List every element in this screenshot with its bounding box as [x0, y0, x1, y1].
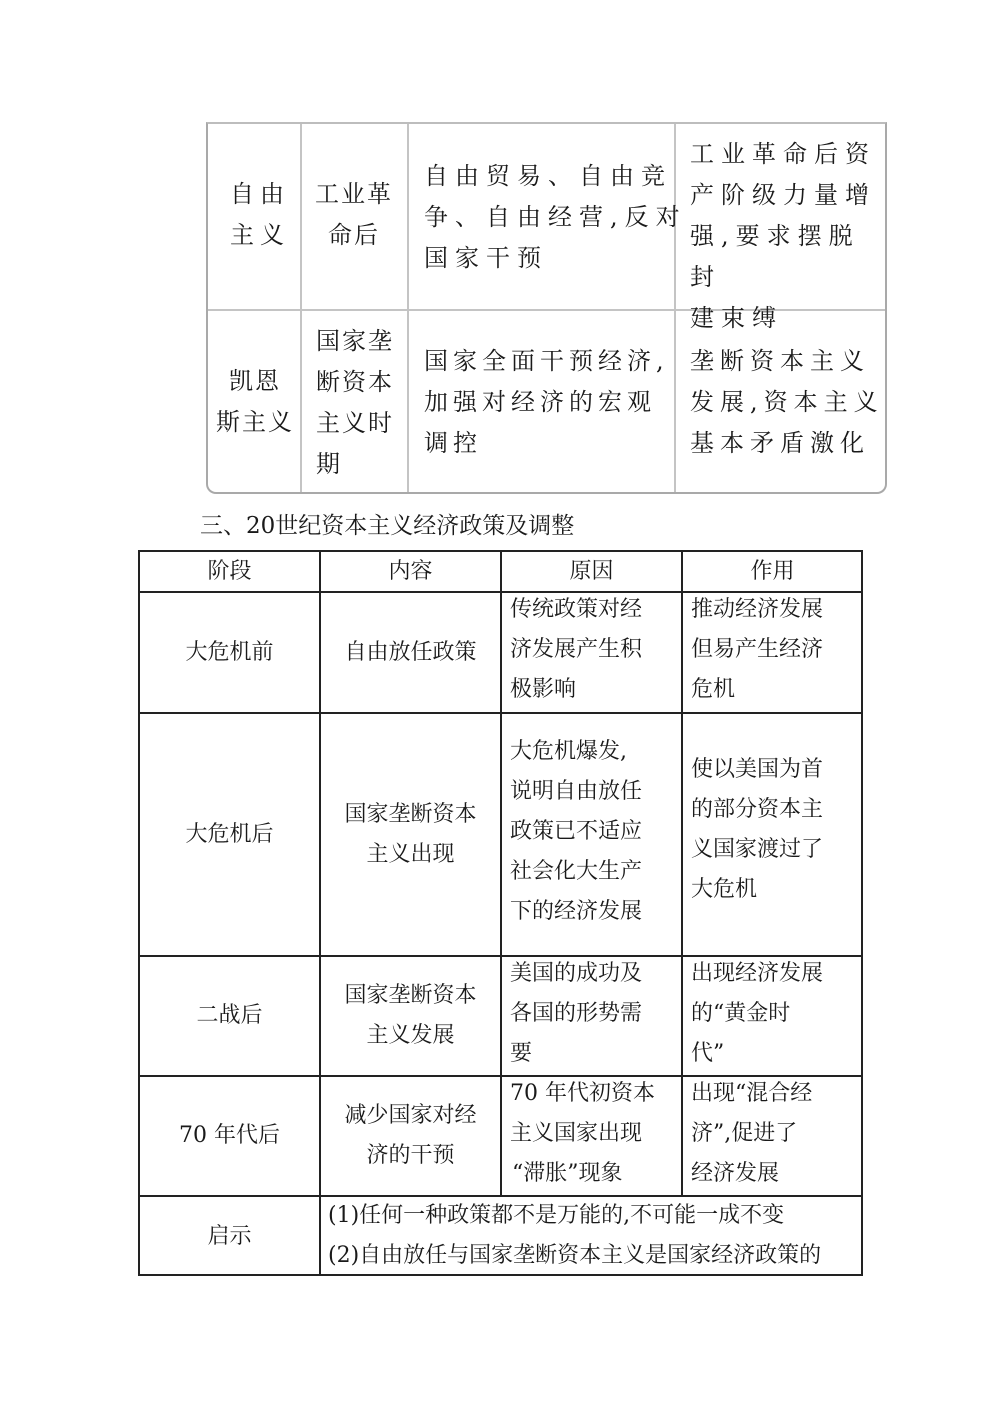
text-line: 减少国家对经 [344, 1103, 477, 1128]
stage-label: 大危机后 [185, 821, 274, 847]
row4-reason [510, 1074, 655, 1194]
upper-row1-content [424, 156, 687, 279]
row4-content [321, 1077, 500, 1195]
text-line: 加强对经济的宏观 [424, 388, 656, 416]
row3-reason [510, 954, 642, 1074]
text-line: 争、自由经营,反对 [424, 203, 687, 231]
header-label: 原因 [569, 558, 614, 584]
text-line: 出现经济发展 [691, 961, 824, 986]
row2-reason [510, 732, 642, 932]
text-line: 主义时 [316, 409, 394, 437]
header-label: 内容 [388, 558, 433, 584]
insight-content [328, 1196, 821, 1276]
text-line: (2)自由放任与国家垄断资本主义是国家经济政策的 [328, 1243, 822, 1268]
row1-reason [510, 590, 642, 710]
row1-content [321, 593, 500, 712]
text-line: 国家垄 [316, 327, 394, 355]
text-line: 危机 [691, 677, 736, 702]
header-label: 阶段 [207, 558, 252, 584]
upper-row1-name [230, 174, 290, 256]
column-divider [407, 124, 409, 492]
insight-label [140, 1197, 319, 1276]
row4-stage [140, 1077, 319, 1195]
text-line: 70 年代初资本 [510, 1081, 655, 1106]
text-line: 的“黄金时 [691, 1001, 791, 1026]
text-line: 传统政策对经 [510, 597, 643, 622]
text-line: 产阶级力量增 [690, 181, 876, 209]
text-line: 社会化大生产 [510, 859, 643, 884]
text-line: 义国家渡过了 [691, 837, 824, 862]
text-line: 国家垄断资本 [344, 983, 477, 1008]
insight-label-text: 启示 [207, 1223, 252, 1249]
text-line: 自由 [230, 180, 290, 208]
row3-content [321, 957, 500, 1075]
stage-label: 二战后 [196, 1003, 263, 1028]
text-line: 代” [691, 1041, 725, 1066]
text-line: (1)任何一种政策都不是万能的,不可能一成不变 [328, 1203, 785, 1228]
text-line: 主义发展 [366, 1023, 455, 1048]
upper-table [206, 122, 887, 494]
text-line: 主义国家出现 [510, 1121, 643, 1146]
text-line: 济发展产生积 [510, 637, 643, 662]
text-line: “滞胀”现象 [512, 1161, 623, 1186]
text-line: 极影响 [510, 677, 577, 702]
row2-effect [691, 750, 823, 910]
text-line: 国家干预 [424, 244, 548, 272]
text-line: 济的干预 [366, 1143, 455, 1168]
header-content [321, 552, 500, 591]
upper-row1-reason [690, 134, 885, 339]
text-line: 工业革命后资 [690, 140, 876, 168]
text-line: 调控 [424, 429, 482, 457]
text-line: 济”,促进了 [691, 1121, 798, 1146]
text-line: 发展,资本主义 [690, 388, 884, 416]
text-line: 主义 [230, 221, 290, 249]
text-line: 大危机 [691, 877, 758, 902]
row2-stage [140, 714, 319, 955]
text-line: 出现“混合经 [691, 1081, 813, 1106]
stage-label: 大危机前 [185, 639, 274, 665]
column-divider [300, 124, 302, 492]
row1-effect [691, 590, 823, 710]
text-line: 自由放任政策 [344, 639, 477, 665]
text-line: 自由贸易、自由竞 [424, 162, 672, 190]
text-line: 国家垄断资本 [344, 801, 477, 827]
policy-table [138, 550, 863, 1276]
row4-effect [691, 1074, 812, 1194]
column-divider [681, 552, 683, 1195]
text-line: 建束缚 [690, 304, 783, 332]
upper-row2-content [424, 341, 669, 464]
header-label: 作用 [750, 558, 795, 584]
text-line: 垄断资本主义 [690, 347, 870, 375]
header-reason [502, 552, 681, 591]
row2-content [321, 714, 500, 955]
upper-row2-period [316, 321, 394, 485]
text-line: 斯主义 [216, 408, 294, 436]
text-line: 的部分资本主 [691, 797, 824, 822]
row3-stage [140, 957, 319, 1075]
row3-effect [691, 954, 823, 1074]
stage-label: 70 年代后 [179, 1123, 280, 1148]
text-line: 大危机爆发, [510, 739, 627, 764]
upper-row2-name [212, 361, 298, 443]
text-line: 各国的形势需 [510, 1001, 643, 1026]
text-line: 美国的成功及 [510, 961, 643, 986]
text-line: 使以美国为首 [691, 757, 824, 782]
text-line: 期 [316, 450, 342, 478]
section-heading: 三、20世纪资本主义经济政策及调整 [200, 513, 575, 539]
upper-row2-reason [690, 341, 884, 464]
text-line: 断资本 [316, 368, 394, 396]
column-divider [500, 552, 502, 1195]
text-line: 要 [510, 1041, 533, 1066]
text-line: 强,要求摆脱封 [690, 222, 860, 291]
header-effect [683, 552, 862, 591]
header-stage [140, 552, 319, 591]
text-line: 主义出现 [366, 841, 455, 867]
text-line: 经济发展 [691, 1161, 780, 1186]
text-line: 说明自由放任 [510, 779, 643, 804]
text-line: 推动经济发展 [691, 597, 824, 622]
text-line: 但易产生经济 [691, 637, 824, 662]
row1-stage [140, 593, 319, 712]
text-line: 工业革 [315, 180, 393, 208]
upper-row1-period [314, 174, 394, 256]
text-line: 政策已不适应 [510, 819, 643, 844]
text-line: 凯恩 [229, 367, 281, 395]
text-line: 下的经济发展 [510, 899, 643, 924]
text-line: 国家全面干预经济, [424, 347, 669, 375]
text-line: 命后 [328, 221, 380, 249]
text-line: 基本矛盾激化 [690, 429, 870, 457]
